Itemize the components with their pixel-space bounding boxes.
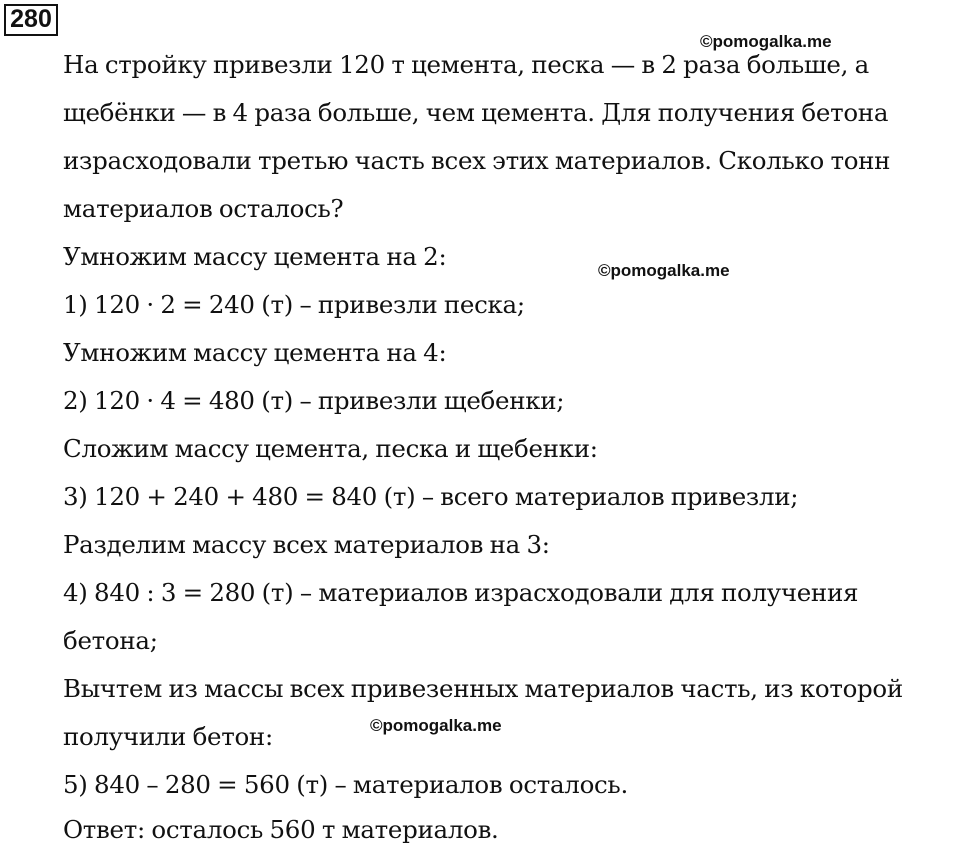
problem-statement-line-1: На стройку привезли 120 т цемента, песка — в 2 раза больше, а xyxy=(63,50,869,79)
solution-step-1-calculation: 1) 120 · 2 = 240 (т) – привезли песка; xyxy=(63,290,525,319)
watermark-bottom: ©pomogalka.me xyxy=(370,716,502,735)
solution-step-3-description: Сложим массу цемента, песка и щебенки: xyxy=(63,434,598,463)
problem-question-line: материалов осталось? xyxy=(63,194,344,223)
solution-step-2-calculation: 2) 120 · 4 = 480 (т) – привезли щебенки; xyxy=(63,386,565,415)
solution-step-4-description: Разделим массу всех материалов на 3: xyxy=(63,530,550,559)
solution-step-1-description: Умножим массу цемента на 2: xyxy=(63,242,447,271)
watermark-middle: ©pomogalka.me xyxy=(598,261,730,280)
solution-step-2-description: Умножим массу цемента на 4: xyxy=(63,338,447,367)
solution-step-3-calculation: 3) 120 + 240 + 480 = 840 (т) – всего материалов привезли; xyxy=(63,482,799,511)
solution-step-5-description-continued: получили бетон: xyxy=(63,722,273,751)
solution-step-5-calculation: 5) 840 – 280 = 560 (т) – материалов осталось. xyxy=(63,770,628,799)
problem-statement-line-2: щебёнки — в 4 раза больше, чем цемента. Для получения бетона xyxy=(63,98,889,127)
solution-step-4-calculation: 4) 840 : 3 = 280 (т) – материалов израсходовали для получения xyxy=(63,578,859,607)
solution-step-5-description: Вычтем из массы всех привезенных материалов часть, из которой xyxy=(63,674,903,703)
problem-number-box: 280 xyxy=(4,4,58,36)
answer-line: Ответ: осталось 560 т материалов. xyxy=(63,815,499,844)
watermark-top: ©pomogalka.me xyxy=(700,32,832,51)
solution-step-4-calculation-continued: бетона; xyxy=(63,626,158,655)
problem-statement-line-3: израсходовали третью часть всех этих материалов. Сколько тонн xyxy=(63,146,891,175)
